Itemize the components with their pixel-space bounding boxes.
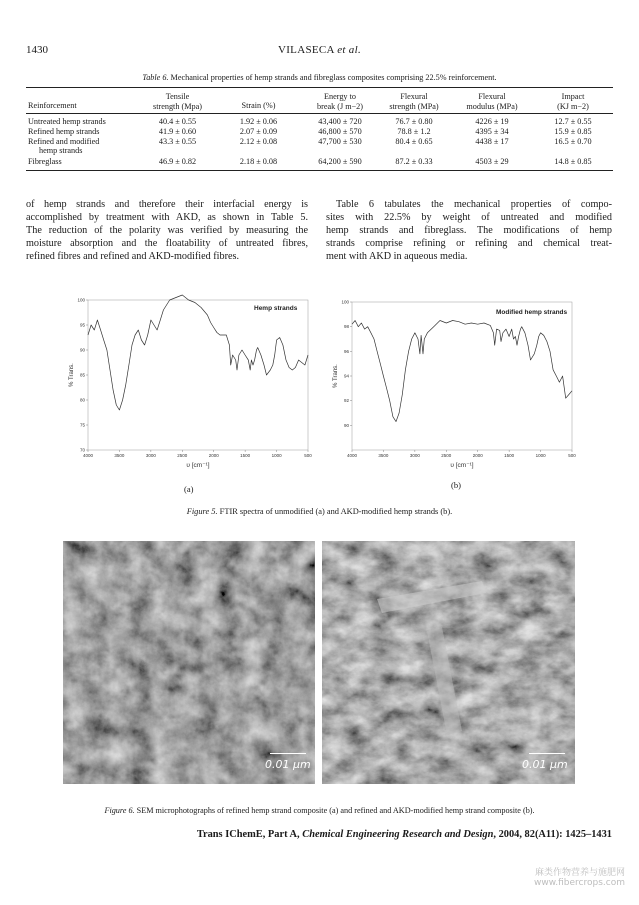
th-energy — [300, 92, 380, 111]
y-tick-label: 100 — [341, 299, 349, 305]
x-tick-label: 4000 — [82, 453, 94, 458]
y-tick-label: 95 — [79, 322, 85, 328]
x-tick-label: 2000 — [208, 453, 219, 458]
watermark-line1: 麻类作物营养与施肥网 — [534, 868, 625, 878]
figure6-caption-label: Figure 6. — [104, 806, 135, 815]
table-cell: 46.9 ± 0.82 — [158, 157, 197, 166]
x-tick-label: 2500 — [441, 453, 452, 458]
footer-suffix: , 2004, 82(A11): 1425–1431 — [493, 829, 612, 840]
figure5-label-b: (b) — [451, 480, 461, 490]
y-tick-label: 92 — [343, 398, 349, 404]
y-axis-label: % Trans. — [333, 364, 339, 388]
figure5-caption-label: Figure 5. — [186, 507, 218, 516]
page-number: 1430 — [26, 44, 48, 56]
table-row-name: Untreated hemp strands — [28, 117, 106, 126]
th-energy-1: Energy to — [324, 92, 356, 101]
table-cell: 1.92 ± 0.06 — [239, 117, 278, 126]
table-bottom-rule — [26, 170, 613, 171]
table-cell: 46,800 ± 570 — [318, 127, 362, 136]
table-top-rule — [26, 87, 613, 88]
text-line: strands comprise refining or refining and chemical treat- — [326, 238, 612, 249]
y-tick-label: 75 — [79, 422, 85, 428]
th-impact — [534, 92, 612, 111]
sem-texture-b — [322, 541, 575, 784]
ftir-chart-a — [62, 290, 314, 472]
y-tick-label: 98 — [343, 324, 349, 330]
y-tick-label: 70 — [79, 447, 85, 453]
table-row-name: Refined hemp strands — [28, 127, 100, 136]
table-cell: 78.8 ± 1.2 — [397, 127, 431, 136]
th-tensile — [140, 92, 215, 111]
x-tick-label: 1000 — [271, 453, 282, 458]
watermark — [534, 868, 625, 888]
table-cell: 16.5 ± 0.70 — [554, 137, 592, 146]
y-axis-label: % Trans. — [69, 363, 75, 387]
th-flex-strength-1: Flexural — [400, 92, 428, 101]
table-cell: 4503 ± 29 — [475, 157, 509, 166]
scale-bar-a — [270, 753, 306, 754]
plot-frame — [88, 300, 308, 450]
series-line-0 — [352, 321, 572, 422]
text-line: The reduction of the polarity was verified by measuring the — [26, 225, 308, 236]
table-caption — [26, 73, 613, 82]
x-tick-label: 1000 — [535, 453, 546, 458]
table-row-name: Refined and modified — [28, 137, 100, 146]
x-tick-label: 1500 — [240, 453, 251, 458]
th-strain: Strain (%) — [241, 101, 276, 110]
y-tick-label: 100 — [77, 297, 85, 303]
table-cell: 4226 ± 19 — [475, 117, 509, 126]
y-tick-label: 90 — [343, 422, 349, 428]
figure6-caption — [0, 806, 639, 815]
th-impact-2: (KJ m−2) — [557, 101, 589, 111]
sem-image-b — [322, 541, 575, 784]
y-tick-label: 85 — [79, 372, 85, 378]
x-tick-label: 4000 — [346, 453, 358, 458]
running-head — [0, 44, 639, 56]
table-cell: 76.7 ± 0.80 — [395, 117, 433, 126]
table-row-name-cont: hemp strands — [39, 146, 83, 155]
scale-label-b: 0.01 μm — [522, 758, 568, 771]
table-cell: 4395 ± 34 — [475, 127, 509, 136]
watermark-line2: www.fibercrops.com — [534, 878, 625, 888]
table-cell: 43.3 ± 0.55 — [158, 137, 197, 146]
footer-journal: Chemical Engineering Research and Design — [302, 829, 494, 840]
text-line: accomplished by treatment with AKD, as shown in Table 5. — [26, 212, 308, 223]
series-line-0 — [88, 295, 308, 410]
figure5-caption-text: FTIR spectra of unmodified (a) and AKD-modified hemp strands (b). — [219, 507, 453, 516]
table-cell: 80.4 ± 0.65 — [395, 137, 433, 146]
th-energy-2: break (J m−2) — [317, 101, 363, 111]
text-line: Table 6 tabulates the mechanical properties of compo- — [336, 199, 612, 210]
table-cell: 14.8 ± 0.85 — [554, 157, 592, 166]
table-header-rule — [26, 113, 613, 114]
scale-bar-b — [529, 753, 565, 754]
x-tick-label: 3000 — [409, 453, 420, 458]
table-cell: 2.12 ± 0.08 — [239, 137, 278, 146]
th-flexural-strength — [378, 92, 450, 111]
th-reinforcement: Reinforcement — [28, 101, 77, 110]
text-line: moisture absorption and the floatability of untreated fibres, — [26, 238, 308, 249]
table-cell: 41.9 ± 0.60 — [158, 127, 197, 136]
table-cell: 40.4 ± 0.55 — [158, 117, 197, 126]
table-cell: 12.7 ± 0.55 — [554, 117, 592, 126]
x-tick-label: 2000 — [472, 453, 483, 458]
x-tick-label: 2500 — [177, 453, 188, 458]
table-cell: 47,700 ± 530 — [318, 137, 362, 146]
x-tick-label: 1500 — [504, 453, 515, 458]
x-tick-label: 500 — [568, 453, 576, 458]
th-tensile-2: strength (Mpa) — [153, 101, 202, 111]
th-flex-modulus-2: modulus (MPa) — [466, 101, 518, 111]
y-tick-label: 80 — [79, 397, 85, 403]
table-caption-label: Table 6. — [142, 73, 169, 82]
footer-prefix: Trans IChemE, Part A, — [196, 829, 300, 840]
running-head-etal: et al. — [337, 44, 362, 56]
plot-frame — [352, 302, 572, 450]
x-tick-label: 500 — [304, 453, 312, 458]
body-right-column — [326, 198, 612, 263]
table-cell: 43,400 ± 720 — [318, 117, 362, 126]
y-tick-label: 96 — [343, 348, 349, 354]
th-impact-1: Impact — [561, 92, 585, 101]
table-cell: 4438 ± 17 — [475, 137, 509, 146]
chart-title: Modified hemp strands — [496, 309, 568, 316]
body-left-column — [26, 198, 308, 263]
text-line: refined fibres and refined and AKD-modified fibres. — [26, 251, 240, 262]
x-tick-label: 3500 — [114, 453, 125, 458]
th-flex-modulus-1: Flexural — [478, 92, 506, 101]
th-flex-strength-2: strength (MPa) — [389, 101, 439, 111]
figure6-caption-text: SEM microphotographs of refined hemp strand composite (a) and refined and AKD-modified hemp strand composite (b). — [136, 806, 535, 815]
table-cell: 87.2 ± 0.33 — [395, 157, 433, 166]
chart-title: Hemp strands — [254, 305, 298, 312]
y-tick-label: 94 — [343, 373, 349, 379]
sem-texture-a — [63, 541, 315, 784]
x-axis-label: υ [cm⁻¹] — [450, 462, 474, 469]
th-flexural-modulus — [452, 92, 532, 111]
running-head-authors: VILASECA — [277, 44, 335, 56]
figure5-label-a: (a) — [184, 484, 194, 494]
text-line: sites with 22.5% by weight of untreated and modified — [326, 212, 612, 223]
th-tensile-1: Tensile — [165, 92, 190, 101]
text-line: of hemp strands and therefore their interfacial energy is — [26, 199, 308, 210]
sem-image-a — [63, 541, 315, 784]
text-line: hemp strands and fibreglass. The modifications of hemp — [326, 225, 612, 236]
table-row-name: Fibreglass — [28, 157, 62, 166]
table-caption-text: Mechanical properties of hemp strands and fibreglass composites comprising 22.5% reinforcement. — [170, 73, 497, 82]
figure5-caption — [0, 507, 639, 516]
table-cell: 2.18 ± 0.08 — [239, 157, 278, 166]
x-tick-label: 3500 — [378, 453, 389, 458]
scale-label-a: 0.01 μm — [265, 758, 311, 771]
text-line: ment with AKD in aqueous media. — [326, 251, 468, 262]
table-cell: 15.9 ± 0.85 — [554, 127, 592, 136]
x-tick-label: 3000 — [145, 453, 156, 458]
x-axis-label: υ [cm⁻¹] — [186, 462, 210, 469]
table-cell: 64,200 ± 590 — [318, 157, 362, 166]
journal-footer — [30, 829, 612, 840]
table-cell: 2.07 ± 0.09 — [239, 127, 278, 136]
y-tick-label: 90 — [79, 347, 85, 353]
ftir-chart-b — [330, 292, 582, 470]
